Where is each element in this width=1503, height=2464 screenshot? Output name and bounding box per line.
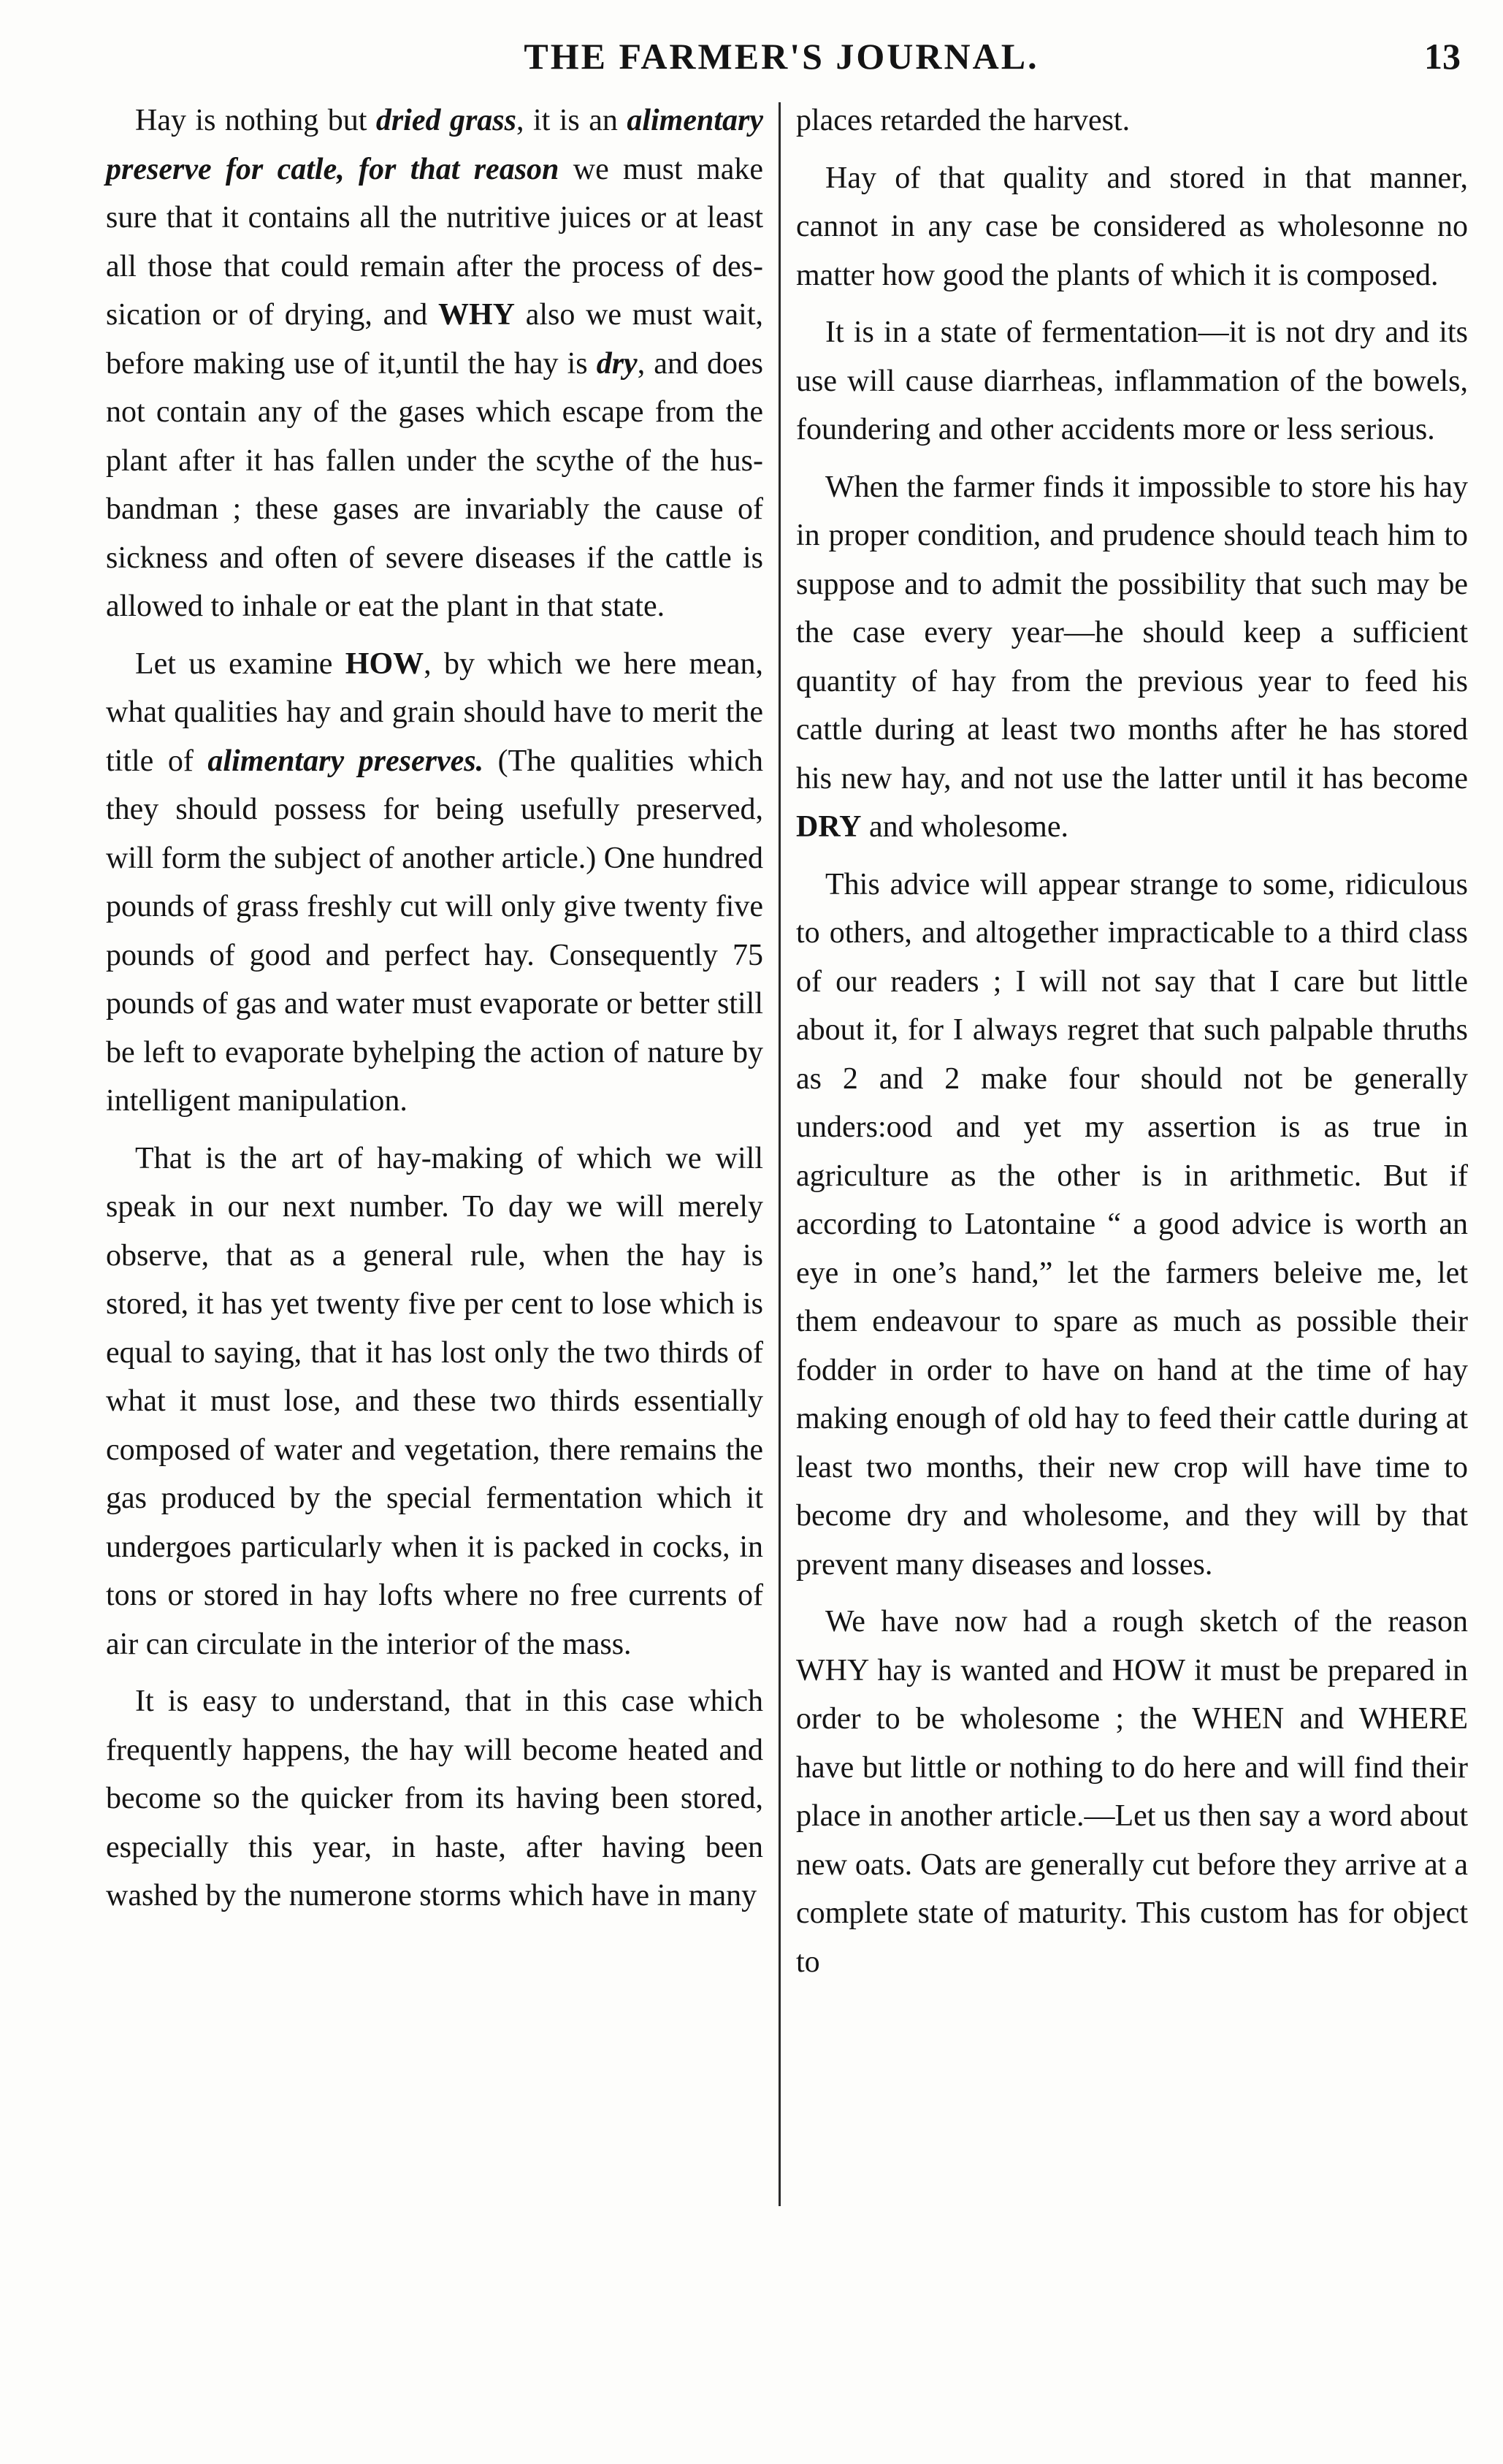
paragraph-hay-making: That is the art of hay-making of which we will speak in our next number. To day we will merely observe, that as a general rule, when the hay is stored, it has yet twenty five per cent to lose which is equal to saying, that it has lost only the two thirds of what it must lose, and these two thirds essentially composed of water and vegetation, there remains the gas produced by the special fermentation which it undergoes particularly when it is packed in cocks, in tons or stored in hay lofts where no free currents of air can circulate in the interior of the mass. [106, 1141, 763, 1661]
column-divider [779, 102, 781, 2206]
paragraph-hay-quality-storage: Hay of that quality and stored in that manner, cannot in any case be considered as wholesonne no matter how good the plants of which it is composed. [796, 161, 1468, 292]
running-head [102, 31, 1461, 82]
paragraph-hay-qualities: Let us examine HOW, by which we here mean, what qualities hay and grain should have to merit the title of alimentary preserves. (The qualities which they should possess for being usefully preserved, will form the subject of another article.) One hundred pounds of grass freshly cut will only give twenty five pounds of good and perfect hay. Consequently 75 pounds of gas and water must evaporate or better still be left to evaporate byhelping the action of nature by intelligent manipulation. [106, 646, 763, 1118]
paragraph-advice-strange: This advice will appear strange to some, ridiculous to others, and altogether impracticable to a third class of our readers ; I will not say that I care but little about it, for I always regret that such palpable thruths as 2 and 2 make four should not be generally unders:ood and yet my assertion is as true in agriculture as the other is in arithmetic. But if according to Latontaine “ a good advice is worth an eye in one’s hand,” let the farmers beleive me, let them endeavour to spare as much as possible their fodder in order to have on hand at the time of hay making enough of old hay to feed their cattle during at least two months, their new crop will have time to become dry and wholesome, and they will by that prevent many diseases and losses. [796, 867, 1468, 1582]
paragraph-farmer-advice: When the farmer finds it impossible to store his hay in proper condition, and prudence should teach him to suppose and to admit the possibility that such may be the case every year—he should keep a sufficient quantity of hay from the previous year to feed his cattle during at least two months after he has stored his new hay, and not use the latter until it has become DRY and wholesome. [796, 470, 1468, 844]
right-column [796, 96, 1468, 1995]
journal-title: THE FARMER'S JOURNAL. [524, 36, 1039, 77]
paragraph-new-oats: We have now had a rough sketch of the reason WHY hay is wanted and HOW it must be prepared in order to be wholesome ; the WHEN and WHERE have but little or nothing to do here and will find their place in another article.—Let us then say a word about new oats. Oats are generally cut before they arrive at a complete state of maturity. This custom has for object to [796, 1605, 1468, 1979]
paragraph-harvest-continued: places retarded the harvest. [796, 104, 1131, 137]
paragraph-fermentation: It is in a state of fermentation—it is not dry and its use will cause diarrheas, inflammation of the bowels, foundering and other accidents more or less serious. [796, 316, 1468, 446]
page-number: 13 [1424, 36, 1461, 77]
paragraph-hay-definition: Hay is nothing but dried grass, it is an alimentary preserve for catle, for that reason we must make sure that it contains all the nutritive juices or at least all those that could remain after the process of dessication or of drying, and WHY also we must wait, before making use of it,until the hay is dry, and does not contain any of the gases which escape from the plant after it has fallen under the scythe of the husbandman ; these gases are invariably the cause of sickness and often of severe diseases if the cattle is allowed to inhale or eat the plant in that state. [106, 104, 763, 623]
paragraph-hay-heating: It is easy to understand, that in this case which frequently happens, the hay will become heated and become so the quicker from its having been stored, especially this year, in haste, after having been washed by the numerone storms which have in many [106, 1685, 763, 1912]
left-column [106, 96, 763, 1929]
